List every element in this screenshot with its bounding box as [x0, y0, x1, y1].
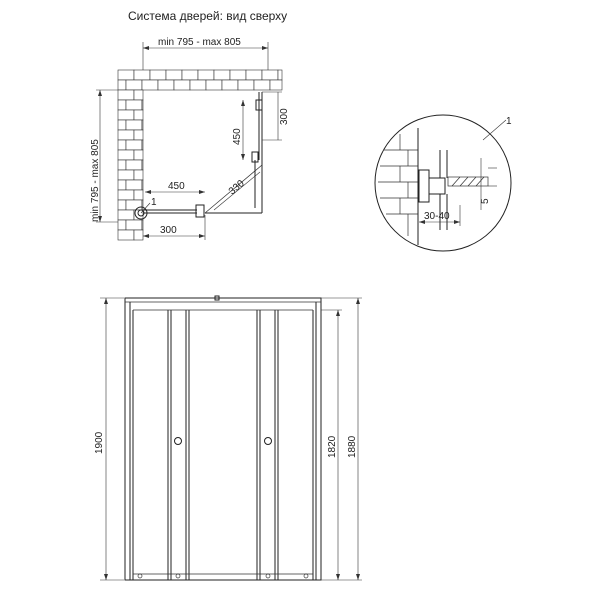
brick	[134, 130, 143, 140]
brick	[142, 80, 158, 90]
brick	[118, 140, 126, 150]
brick	[126, 200, 142, 210]
door-handle-left	[175, 438, 182, 445]
detail-callout: 1	[506, 116, 512, 127]
brick	[142, 220, 143, 230]
dim-330-diagonal: 330	[226, 178, 247, 198]
brick	[158, 80, 174, 90]
brick	[142, 180, 143, 190]
brick	[118, 150, 134, 160]
detail-range-label: 30-40	[424, 211, 450, 222]
brick	[126, 160, 142, 170]
width-dimension	[143, 37, 268, 70]
brick	[118, 130, 134, 140]
brick	[150, 70, 166, 80]
brick	[126, 140, 142, 150]
brick	[198, 70, 214, 80]
brick	[134, 170, 143, 180]
brick	[230, 70, 246, 80]
brick	[134, 90, 143, 100]
brick	[118, 110, 134, 120]
brick	[118, 180, 126, 190]
brick	[118, 170, 134, 180]
brick	[126, 120, 142, 130]
drawing-title: Система дверей: вид сверху	[128, 9, 288, 23]
brick	[126, 100, 142, 110]
dim-450-vertical: 450	[232, 128, 243, 145]
brick	[190, 80, 206, 90]
brick	[238, 80, 254, 90]
brick	[118, 210, 134, 220]
depth-dimension	[90, 90, 118, 222]
brick	[246, 70, 262, 80]
width-range-label: min 795 - max 805	[158, 37, 241, 48]
inner-dimensions	[141, 92, 290, 240]
brick	[118, 70, 134, 80]
brick	[118, 230, 134, 240]
dim-300-vertical: 300	[279, 108, 290, 125]
brick	[222, 80, 238, 90]
detail-gap-label: 5	[480, 198, 491, 204]
brick	[134, 150, 143, 160]
brick	[118, 160, 126, 170]
brick	[118, 90, 134, 100]
brick	[142, 160, 143, 170]
brick	[262, 70, 278, 80]
brick	[174, 80, 190, 90]
brick	[118, 200, 126, 210]
detail-wall	[378, 128, 418, 245]
brick	[134, 230, 143, 240]
brick	[118, 190, 134, 200]
brick	[118, 120, 126, 130]
brick	[142, 200, 143, 210]
brick	[278, 70, 282, 80]
brick	[142, 120, 143, 130]
brick	[214, 70, 230, 80]
height-1820-label: 1820	[327, 435, 338, 458]
profile-detail	[375, 115, 512, 251]
detail-dimensions	[419, 116, 512, 226]
front-view	[94, 296, 362, 580]
brick	[126, 180, 142, 190]
brick	[270, 80, 282, 90]
brick	[118, 80, 126, 90]
brick	[134, 190, 143, 200]
brick	[206, 80, 222, 90]
door-handle-right	[265, 438, 272, 445]
brick-wall	[118, 70, 282, 240]
top-view	[90, 37, 290, 240]
brick	[118, 100, 126, 110]
top-callout: 1	[151, 197, 157, 208]
brick	[142, 140, 143, 150]
brick	[126, 220, 142, 230]
brick	[134, 70, 150, 80]
brick	[254, 80, 270, 90]
brick	[126, 80, 142, 90]
dim-450-horizontal: 450	[168, 181, 185, 192]
dim-300-horizontal: 300	[160, 225, 177, 236]
brick	[166, 70, 182, 80]
brick	[182, 70, 198, 80]
brick	[118, 220, 126, 230]
depth-range-label: min 795 - max 805	[90, 139, 101, 222]
height-1880-label: 1880	[347, 435, 358, 458]
brick	[142, 100, 143, 110]
height-1900-label: 1900	[94, 431, 105, 454]
brick	[134, 110, 143, 120]
